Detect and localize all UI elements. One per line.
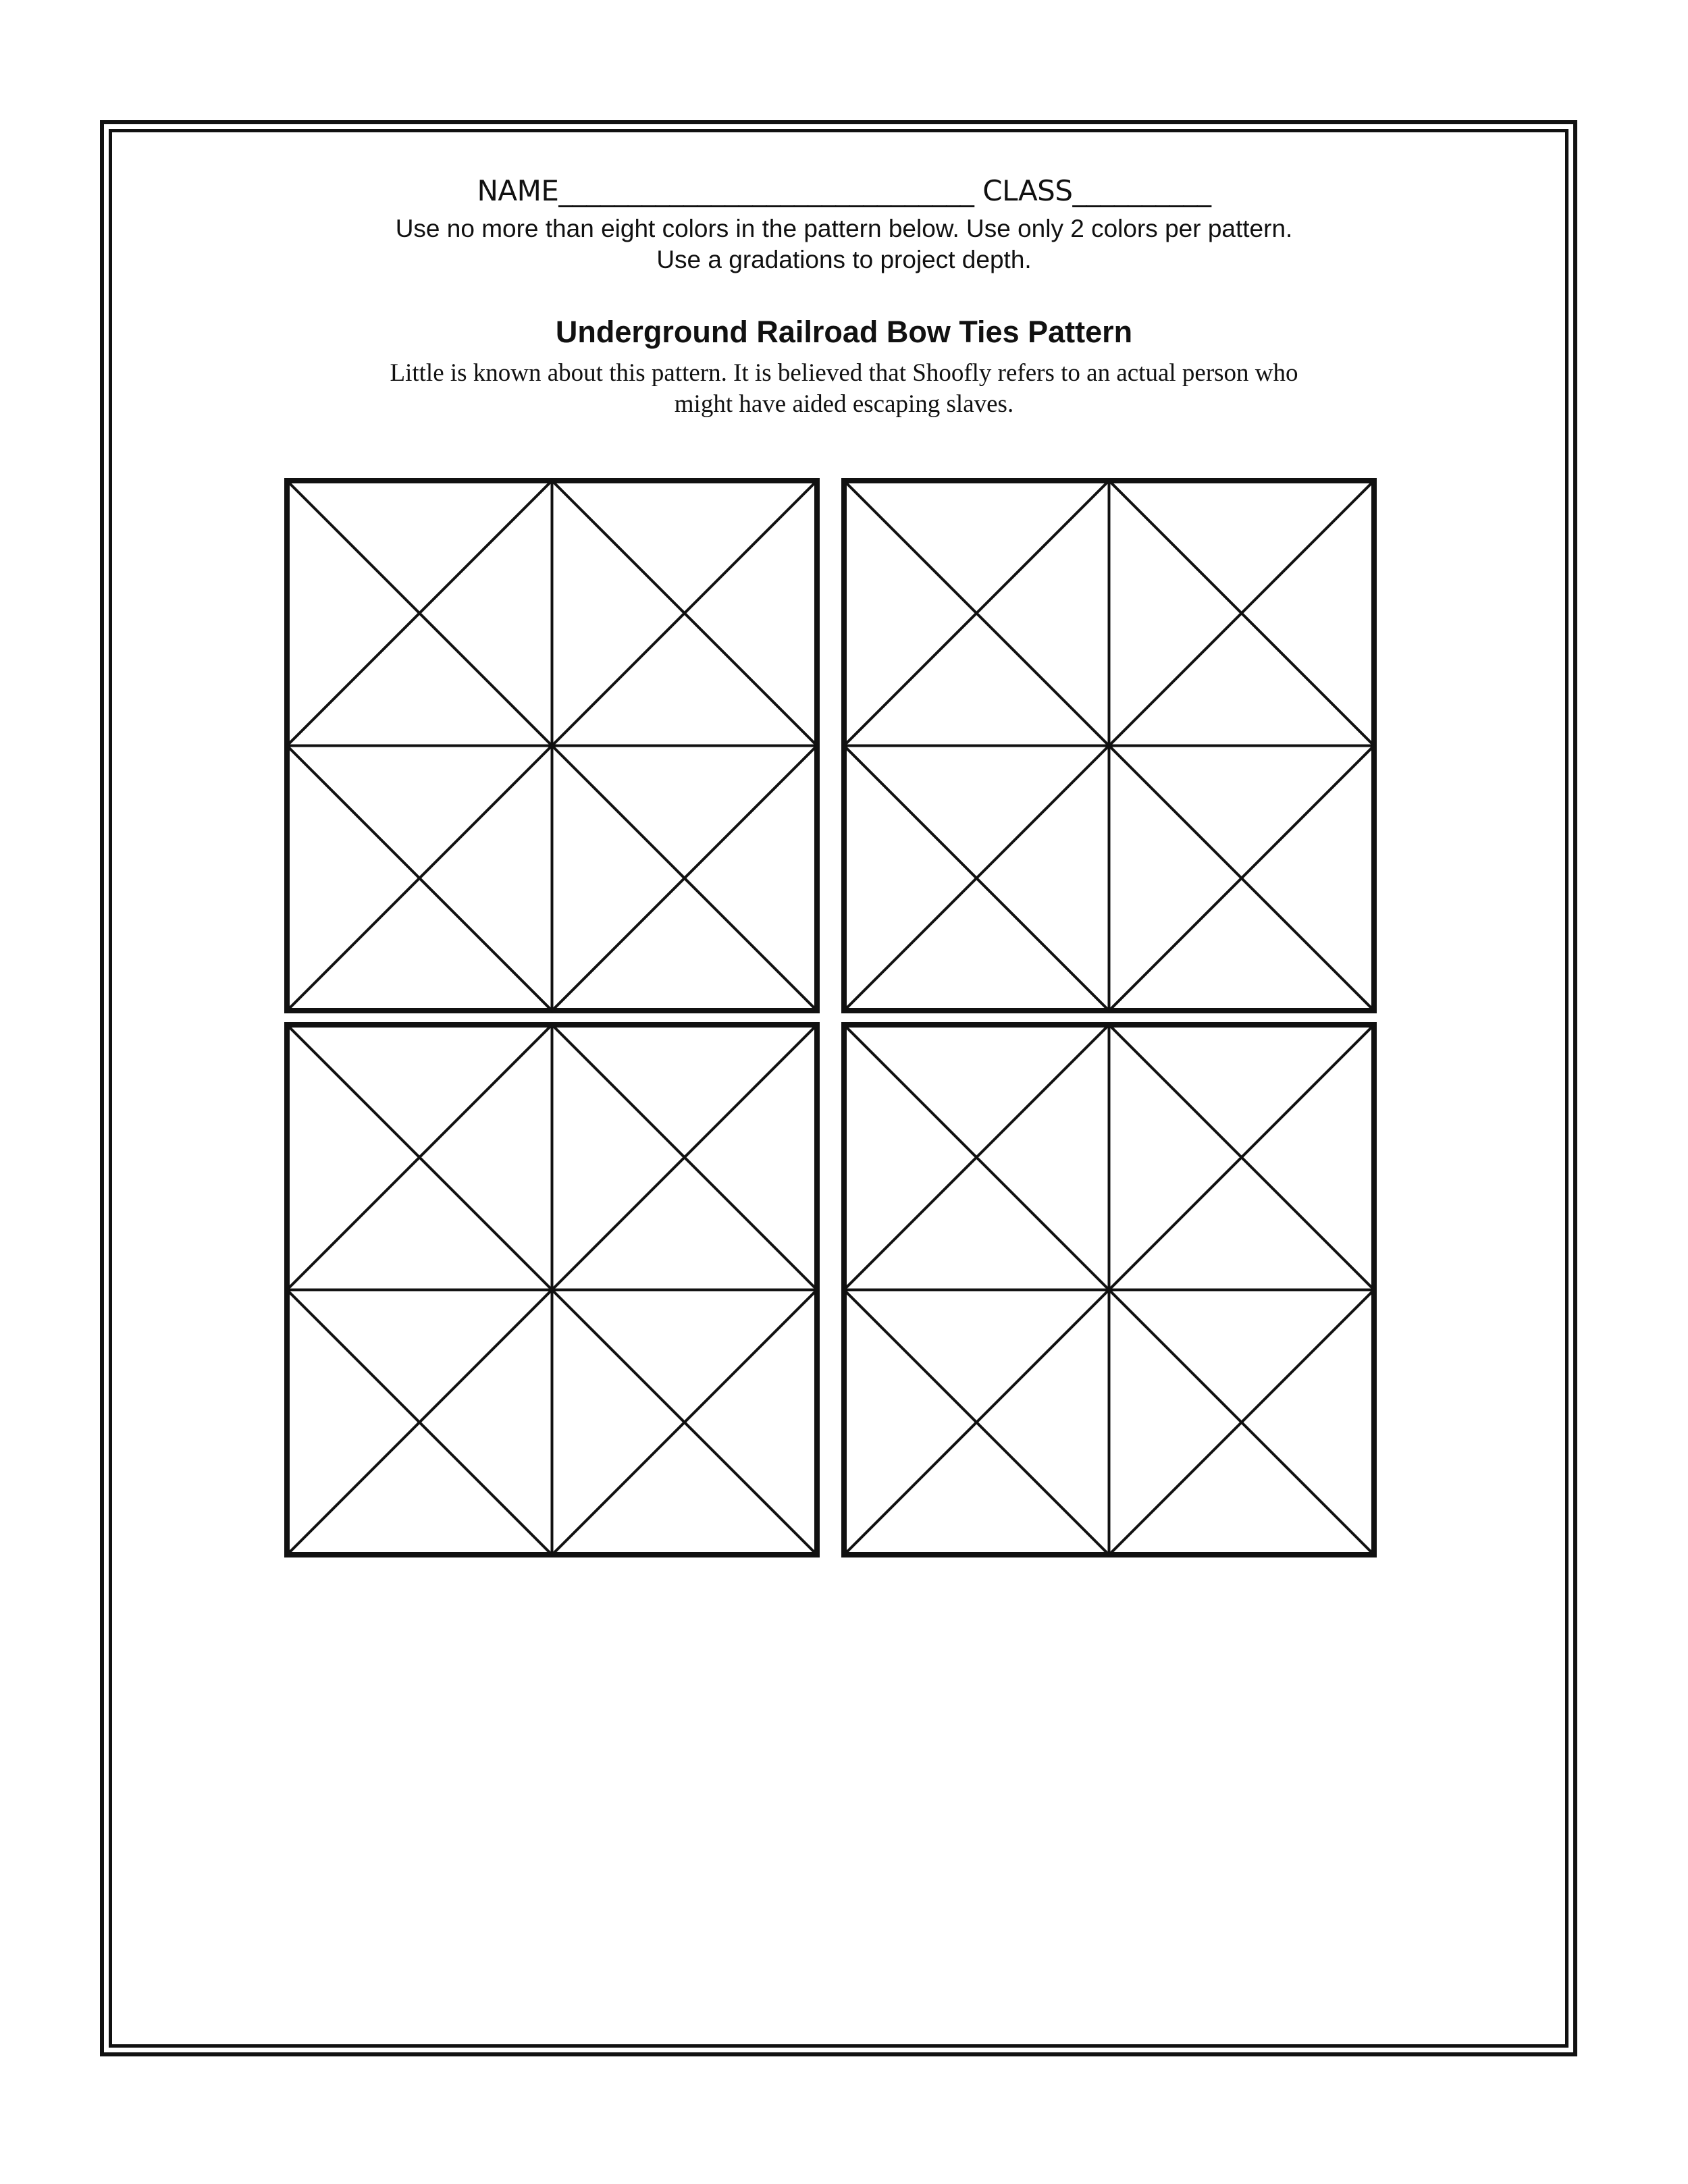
instruction-line-1: Use no more than eight colors in the pattern below. Use only 2 colors per pattern.	[395, 215, 1293, 242]
class-label: CLASS	[982, 174, 1073, 207]
description-line-2: might have aided escaping slaves.	[674, 390, 1014, 418]
instruction-line-2: Use a gradations to project depth.	[656, 246, 1032, 273]
quilt-block-2[interactable]	[844, 481, 1374, 1011]
page-title: Underground Railroad Bow Ties Pattern	[555, 315, 1133, 349]
quilt-block-4[interactable]	[844, 1025, 1374, 1555]
class-blank[interactable]: __________	[1072, 174, 1211, 207]
quilt-block-1[interactable]	[287, 481, 817, 1011]
name-label: NAME	[477, 174, 559, 207]
quilt-block-3[interactable]	[287, 1025, 817, 1555]
description-line-1: Little is known about this pattern. It is believed that Shoofly refers to an actual person who	[390, 359, 1298, 387]
name-blank[interactable]: ______________________________	[558, 174, 983, 207]
